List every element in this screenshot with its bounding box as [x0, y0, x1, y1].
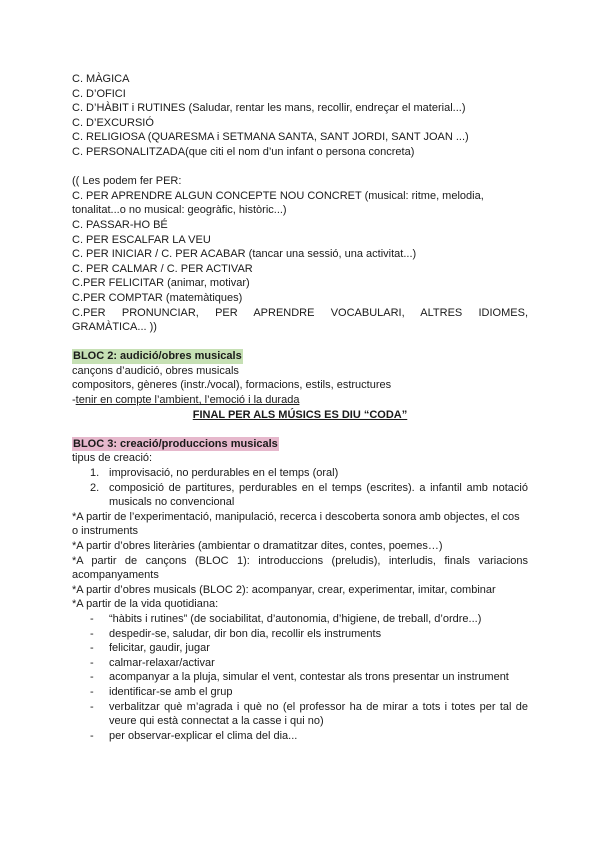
dash-marker: -: [90, 685, 94, 698]
per-line-tonalitat: tonalitat...o no musical: geogràfic, històric...): [72, 204, 287, 217]
bloc3-paragraph-literaries: *A partir d’obres literàries (ambientar o dramatitzar dites, contes, poemes…): [72, 540, 443, 552]
per-intro: (( Les podem fer PER:: [72, 175, 182, 188]
list-item: [72, 466, 528, 481]
list-item: [72, 700, 528, 729]
dash-marker: -: [90, 627, 94, 640]
dash-marker: -: [90, 700, 94, 713]
bloc3-intro: tipus de creació:: [72, 452, 153, 465]
coda-title: FINAL PER ALS MÚSICS ES DIU “CODA”: [192, 408, 408, 421]
dash-marker: -: [90, 671, 94, 684]
bloc2-line-3: [72, 393, 528, 408]
dash-marker: -: [90, 642, 94, 655]
dash-marker: -: [90, 612, 94, 625]
list-item: [72, 481, 528, 510]
creation-types-list: [72, 466, 528, 510]
bloc3-heading: BLOC 3: creació/produccions musicals: [73, 437, 278, 450]
list-item-text: identificar-se amb el grup: [109, 685, 233, 698]
per-line-pronunciar: C.PER PRONUNCIAR, PER APRENDRE VOCABULARI, ALTRES IDIOMES,: [72, 306, 528, 319]
dash-marker: -: [90, 656, 94, 669]
song-type-ofici: C. D’OFICI: [72, 87, 126, 100]
list-item: [72, 627, 528, 642]
bloc2-heading: BLOC 2: audició/obres musicals: [73, 350, 242, 363]
dash-marker: -: [90, 729, 94, 742]
per-line-escalfar: C. PER ESCALFAR LA VEU: [72, 233, 211, 246]
bloc3-paragraph-obres: *A partir d’obres musicals (BLOC 2): acompanyar, crear, experimentar, imitar, combinar: [72, 583, 496, 596]
list-number: 2.: [90, 481, 100, 494]
list-item-text: calmar-relaxar/activar: [109, 656, 215, 669]
per-line-felicitar: C.PER FELICITAR (animar, motivar): [72, 277, 250, 290]
list-number: 1.: [90, 467, 100, 480]
song-type-habit: C. D’HÀBIT i RUTINES (Saludar, rentar les mans, recollir, endreçar el material...): [72, 102, 466, 115]
bloc3-paragraph-cancons: *A partir de cançons (BLOC 1): introduccions (preludis), interludis, finals variacions acompanyaments: [72, 554, 528, 582]
list-item: [72, 612, 528, 627]
per-line-passar: C. PASSAR-HO BÉ: [72, 218, 168, 231]
daily-life-list: [72, 612, 528, 743]
list-item-text: despedir-se, saludar, dir bon dia, recollir els instruments: [109, 627, 382, 640]
per-line-comptar: C.PER COMPTAR (matemàtiques): [72, 291, 243, 304]
bloc3-paragraph-experimentacio: *A partir de l’experimentació, manipulació, recerca i descoberta sonora amb objectes, el cos o instruments: [72, 510, 520, 538]
list-item: [72, 670, 528, 685]
song-type-magica: C. MÀGICA: [72, 73, 130, 85]
list-item-text: composició de partitures, perdurables en el temps (escrites). a infantil amb notació musicals no convencional: [109, 481, 528, 509]
song-type-personalitzada: C. PERSONALITZADA(que citi el nom d’un infant o persona concreta): [72, 145, 415, 158]
bloc2-line-1: cançons d’audició, obres musicals: [72, 364, 239, 377]
bloc2-dash: -: [72, 394, 76, 407]
list-item-text: per observar-explicar el clima del dia...: [109, 729, 298, 742]
bloc2-underlined-note: tenir en compte l’ambient, l’emoció i la durada: [75, 394, 300, 407]
list-item-text: improvisació, no perdurables en el temps (oral): [109, 467, 339, 480]
per-line-calmar: C. PER CALMAR / C. PER ACTIVAR: [72, 262, 253, 275]
list-item-text: acompanyar a la pluja, simular el vent, contestar als trons presentar un instrument: [109, 671, 509, 684]
list-item: [72, 656, 528, 671]
list-item: [72, 685, 528, 700]
song-type-religiosa: C. RELIGIOSA (QUARESMA i SETMANA SANTA, SANT JORDI, SANT JOAN ...): [72, 131, 469, 144]
per-line-aprendre: C. PER APRENDRE ALGUN CONCEPTE NOU CONCRET (musical: ritme, melodia,: [72, 189, 484, 202]
document-page: [72, 72, 528, 743]
per-line-gramatica: GRAMÀTICA... )): [72, 321, 157, 334]
list-item-text: felicitar, gaudir, jugar: [109, 642, 210, 655]
list-item: [72, 641, 528, 656]
per-line-iniciar: C. PER INICIAR / C. PER ACABAR (tancar una sessió, una activitat...): [72, 248, 417, 261]
list-item-text: verbalitzar què m’agrada i què no (el professor ha de mirar a tots i totes per tal de veure qui està connectat a la casse i qui no): [109, 700, 528, 728]
bloc2-line-2: compositors, gèneres (instr./vocal), formacions, estils, estructures: [72, 379, 392, 392]
list-item-text: “hàbits i rutines” (de sociabilitat, d’autonomia, d’higiene, de treball, d’ordre...): [109, 612, 482, 625]
bloc3-paragraph-vida: *A partir de la vida quotidiana:: [72, 598, 219, 611]
list-item: [72, 729, 528, 744]
song-type-excursio: C. D’EXCURSIÓ: [72, 116, 154, 129]
